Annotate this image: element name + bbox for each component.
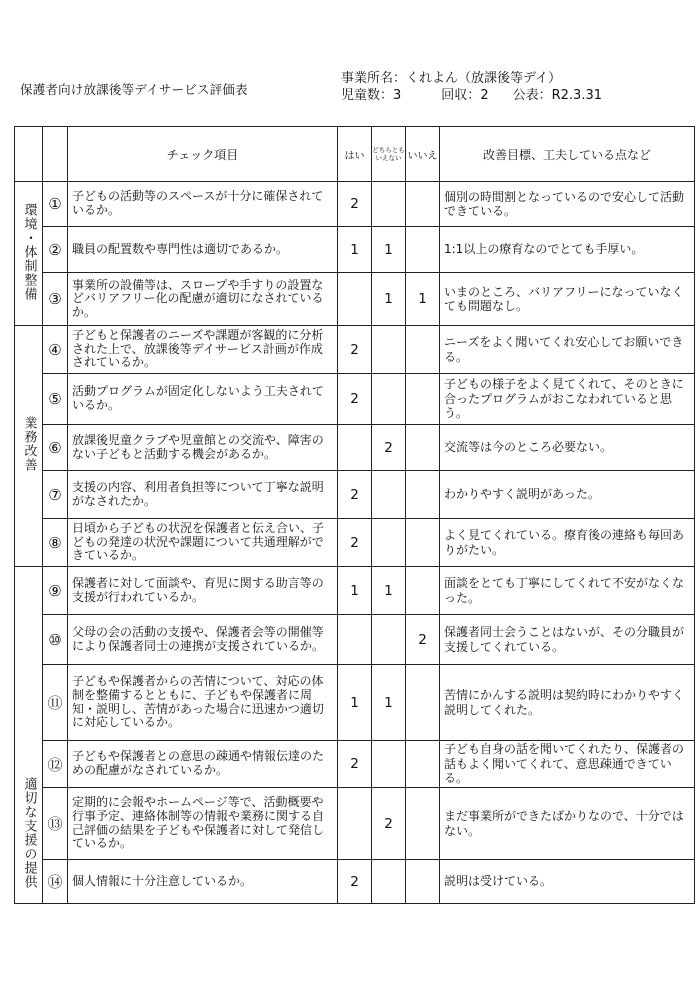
no-count (406, 860, 440, 904)
improvement-note: 説明は受けている。 (440, 860, 695, 904)
check-item: 子どもの活動等のスペースが十分に確保されているか。 (68, 182, 338, 227)
table-row (15, 273, 695, 326)
improvement-note: 苦情にかんする説明は契約時にわかりやすく説明してくれた。 (440, 665, 695, 741)
neither-count (372, 326, 406, 374)
improvement-note: わかりやすく説明があった。 (440, 471, 695, 519)
header-number (43, 127, 68, 182)
yes-count: 2 (338, 326, 372, 374)
yes-count (338, 425, 372, 471)
check-item: 職員の配置数や専門性は適切であるか。 (68, 227, 338, 273)
neither-count (372, 471, 406, 519)
no-count: 2 (406, 615, 440, 665)
row-number: ⑫ (43, 741, 68, 788)
counts-row (341, 87, 602, 104)
check-item: 個人情報に十分注意しているか。 (68, 860, 338, 904)
category-label: 業務改善 (21, 416, 37, 472)
office-meta (341, 70, 602, 104)
row-number: ④ (43, 326, 68, 374)
category-label: 環境・体制整備 (21, 202, 37, 301)
table-row (15, 567, 695, 615)
table-row (15, 860, 695, 904)
row-number: ⑭ (43, 860, 68, 904)
table-row (15, 374, 695, 425)
no-count (406, 182, 440, 227)
improvement-note: いまのところ、バリアフリーになっていなくても問題なし。 (440, 273, 695, 326)
row-number: ⑩ (43, 615, 68, 665)
table-row (15, 326, 695, 374)
no-count (406, 519, 440, 567)
yes-count: 2 (338, 519, 372, 567)
yes-count (338, 273, 372, 326)
check-item: 定期的に会報やホームページ等で、活動概要や行事予定、連絡体制等の情報や業務に関する自己評価の結果を子どもや保護者に対して発信しているか。 (68, 788, 338, 860)
header-no: いいえ (406, 127, 440, 182)
row-number: ⑨ (43, 567, 68, 615)
no-count (406, 741, 440, 788)
row-number: ① (43, 182, 68, 227)
table-row (15, 471, 695, 519)
header-notes: 改善目標、工夫している点など (440, 127, 695, 182)
category-environment (15, 182, 43, 326)
no-count (406, 374, 440, 425)
neither-count (372, 860, 406, 904)
improvement-note: まだ事業所ができたばかりなので、十分ではない。 (440, 788, 695, 860)
improvement-note: 交流等は今のところ必要ない。 (440, 425, 695, 471)
no-count (406, 788, 440, 860)
check-item: 父母の会の活動の支援や、保護者会等の開催等により保護者同士の連携が支援されているか。 (68, 615, 338, 665)
neither-count (372, 182, 406, 227)
row-number: ③ (43, 273, 68, 326)
row-number: ⑦ (43, 471, 68, 519)
row-number: ⑧ (43, 519, 68, 567)
check-item: 日頃から子どもの状況を保護者と伝え合い、子どもの発達の状況や課題について共通理解ができているか。 (68, 519, 338, 567)
table-row (15, 519, 695, 567)
evaluation-table (14, 126, 695, 904)
row-number: ⑥ (43, 425, 68, 471)
yes-count: 1 (338, 665, 372, 741)
header-neither: どちらとも いえない (372, 127, 406, 182)
check-item: 保護者に対して面談や、育児に関する助言等の支援が行われているか。 (68, 567, 338, 615)
check-item: 子どもと保護者のニーズや課題が客観的に分析された上で、放課後等デイサービス計画が作成されているか。 (68, 326, 338, 374)
table-row (15, 615, 695, 665)
no-count (406, 665, 440, 741)
improvement-note: 個別の時間割となっているので安心して活動できている。 (440, 182, 695, 227)
yes-count: 2 (338, 741, 372, 788)
no-count: 1 (406, 273, 440, 326)
improvement-note: 1:1以上の療育なのでとても手厚い。 (440, 227, 695, 273)
category-appropriate-support (15, 567, 43, 904)
neither-count: 1 (372, 665, 406, 741)
row-number: ⑤ (43, 374, 68, 425)
improvement-note: よく見てくれている。療育後の連絡も毎回ありがたい。 (440, 519, 695, 567)
row-number: ⑪ (43, 665, 68, 741)
no-count (406, 227, 440, 273)
children-label: 児童数： (341, 88, 394, 103)
neither-count (372, 741, 406, 788)
header-row (15, 127, 695, 182)
yes-count: 2 (338, 182, 372, 227)
check-item: 活動プログラムが固定化しないよう工夫されているか。 (68, 374, 338, 425)
check-item: 子どもや保護者との意思の疎通や情報伝達のための配慮がなされているか。 (68, 741, 338, 788)
neither-count (372, 615, 406, 665)
no-count (406, 326, 440, 374)
collected-label: 回収： (441, 88, 481, 103)
table-row (15, 182, 695, 227)
yes-count (338, 788, 372, 860)
table-row (15, 788, 695, 860)
header-corner (15, 127, 43, 182)
neither-count: 1 (372, 273, 406, 326)
yes-count: 2 (338, 860, 372, 904)
category-label: 適切な支援の提供 (21, 777, 37, 889)
no-count (406, 567, 440, 615)
office-name: くれよん（放課後等デイ） (406, 71, 562, 86)
table-row (15, 741, 695, 788)
office-label: 事業所名： (341, 71, 407, 86)
neither-count: 2 (372, 788, 406, 860)
published-value: R2.3.31 (551, 88, 602, 103)
neither-count: 1 (372, 567, 406, 615)
neither-count: 2 (372, 425, 406, 471)
neither-count (372, 519, 406, 567)
improvement-note: 面談をとても丁寧にしてくれて不安がなくなった。 (440, 567, 695, 615)
published-label: 公表： (512, 88, 552, 103)
check-item: 放課後児童クラブや児童館との交流や、障害のない子どもと活動する機会があるか。 (68, 425, 338, 471)
yes-count: 2 (338, 471, 372, 519)
header-check-item: チェック項目 (68, 127, 338, 182)
improvement-note: 子ども自身の話を聞いてくれたり、保護者の話もよく聞いてくれて、意思疎通できている。 (440, 741, 695, 788)
improvement-note: 子どもの様子をよく見てくれて、そのときに合ったプログラムがおこなわれていると思う。 (440, 374, 695, 425)
row-number: ② (43, 227, 68, 273)
yes-count: 1 (338, 227, 372, 273)
table-row (15, 425, 695, 471)
table-row (15, 227, 695, 273)
yes-count: 1 (338, 567, 372, 615)
yes-count (338, 615, 372, 665)
check-item: 子どもや保護者からの苦情について、対応の体制を整備するとともに、子どもや保護者に周知・説明し、苦情があった場合に迅速かつ適切に対応しているか。 (68, 665, 338, 741)
neither-count: 1 (372, 227, 406, 273)
collected-value: 2 (480, 88, 489, 103)
children-value: 3 (393, 88, 402, 103)
document-title: 保護者向け放課後等デイサービス評価表 (20, 82, 248, 97)
check-item: 支援の内容、利用者負担等について丁寧な説明がなされたか。 (68, 471, 338, 519)
check-item: 事業所の設備等は、スロープや手すりの設置などバリアフリー化の配慮が適切になされているか。 (68, 273, 338, 326)
header-yes: はい (338, 127, 372, 182)
row-number: ⑬ (43, 788, 68, 860)
improvement-note: ニーズをよく聞いてくれ安心してお願いできる。 (440, 326, 695, 374)
no-count (406, 471, 440, 519)
neither-count (372, 374, 406, 425)
category-business-improvement (15, 326, 43, 567)
yes-count: 2 (338, 374, 372, 425)
office-row (341, 70, 602, 87)
no-count (406, 425, 440, 471)
table-row (15, 665, 695, 741)
improvement-note: 保護者同士会うことはないが、その分職員が支援してくれている。 (440, 615, 695, 665)
